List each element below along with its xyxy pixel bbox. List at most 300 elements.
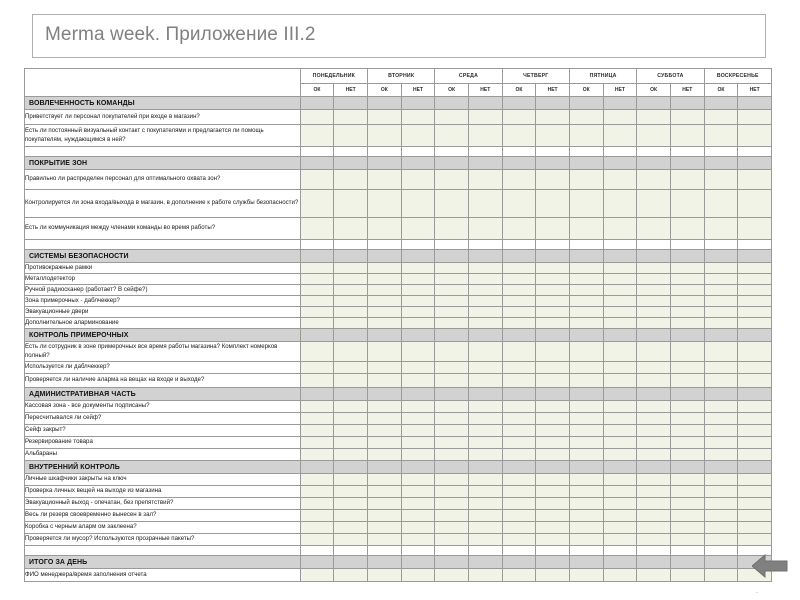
check-cell[interactable]: [704, 263, 738, 274]
check-cell[interactable]: [502, 534, 536, 546]
check-cell[interactable]: [334, 307, 368, 318]
check-cell[interactable]: [536, 342, 570, 362]
check-cell[interactable]: [569, 307, 603, 318]
check-cell[interactable]: [738, 274, 772, 285]
check-cell[interactable]: [670, 307, 704, 318]
check-cell[interactable]: [603, 110, 637, 125]
check-cell[interactable]: [738, 498, 772, 510]
check-cell[interactable]: [468, 474, 502, 486]
check-cell[interactable]: [300, 296, 334, 307]
check-cell[interactable]: [738, 362, 772, 374]
check-cell[interactable]: [334, 425, 368, 437]
check-cell[interactable]: [401, 170, 435, 190]
check-cell[interactable]: [637, 425, 671, 437]
check-cell[interactable]: [670, 510, 704, 522]
check-cell[interactable]: [435, 362, 469, 374]
check-cell[interactable]: [670, 534, 704, 546]
check-cell[interactable]: [300, 437, 334, 449]
check-cell[interactable]: [704, 486, 738, 498]
check-cell[interactable]: [603, 437, 637, 449]
check-cell[interactable]: [401, 534, 435, 546]
check-cell[interactable]: [569, 318, 603, 329]
check-cell[interactable]: [670, 170, 704, 190]
check-cell[interactable]: [435, 437, 469, 449]
check-cell[interactable]: [569, 534, 603, 546]
check-cell[interactable]: [637, 110, 671, 125]
check-cell[interactable]: [401, 110, 435, 125]
check-cell[interactable]: [367, 307, 401, 318]
check-cell[interactable]: [637, 307, 671, 318]
check-cell[interactable]: [334, 170, 368, 190]
check-cell[interactable]: [300, 125, 334, 147]
check-cell[interactable]: [435, 425, 469, 437]
check-cell[interactable]: [536, 522, 570, 534]
check-cell[interactable]: [569, 374, 603, 388]
check-cell[interactable]: [738, 285, 772, 296]
check-cell[interactable]: [536, 425, 570, 437]
check-cell[interactable]: [738, 374, 772, 388]
check-cell[interactable]: [603, 307, 637, 318]
check-cell[interactable]: [435, 374, 469, 388]
check-cell[interactable]: [401, 449, 435, 461]
check-cell[interactable]: [569, 437, 603, 449]
check-cell[interactable]: [603, 170, 637, 190]
check-cell[interactable]: [603, 534, 637, 546]
check-cell[interactable]: [401, 374, 435, 388]
check-cell[interactable]: [502, 307, 536, 318]
check-cell[interactable]: [670, 263, 704, 274]
check-cell[interactable]: [603, 401, 637, 413]
check-cell[interactable]: [569, 170, 603, 190]
check-cell[interactable]: [738, 413, 772, 425]
check-cell[interactable]: [300, 401, 334, 413]
check-cell[interactable]: [704, 307, 738, 318]
check-cell[interactable]: [367, 522, 401, 534]
check-cell[interactable]: [300, 449, 334, 461]
check-cell[interactable]: [300, 263, 334, 274]
check-cell[interactable]: [468, 413, 502, 425]
check-cell[interactable]: [603, 569, 637, 582]
check-cell[interactable]: [468, 498, 502, 510]
check-cell[interactable]: [603, 362, 637, 374]
check-cell[interactable]: [670, 413, 704, 425]
check-cell[interactable]: [502, 569, 536, 582]
check-cell[interactable]: [468, 362, 502, 374]
check-cell[interactable]: [603, 263, 637, 274]
check-cell[interactable]: [300, 413, 334, 425]
check-cell[interactable]: [738, 401, 772, 413]
check-cell[interactable]: [670, 285, 704, 296]
check-cell[interactable]: [569, 285, 603, 296]
check-cell[interactable]: [603, 318, 637, 329]
check-cell[interactable]: [637, 218, 671, 240]
check-cell[interactable]: [738, 170, 772, 190]
check-cell[interactable]: [435, 474, 469, 486]
check-cell[interactable]: [367, 449, 401, 461]
check-cell[interactable]: [738, 474, 772, 486]
check-cell[interactable]: [670, 401, 704, 413]
check-cell[interactable]: [704, 425, 738, 437]
check-cell[interactable]: [704, 342, 738, 362]
check-cell[interactable]: [603, 449, 637, 461]
check-cell[interactable]: [401, 437, 435, 449]
check-cell[interactable]: [637, 474, 671, 486]
check-cell[interactable]: [603, 274, 637, 285]
check-cell[interactable]: [637, 401, 671, 413]
check-cell[interactable]: [502, 170, 536, 190]
check-cell[interactable]: [401, 362, 435, 374]
check-cell[interactable]: [637, 296, 671, 307]
check-cell[interactable]: [367, 274, 401, 285]
check-cell[interactable]: [367, 110, 401, 125]
check-cell[interactable]: [300, 110, 334, 125]
check-cell[interactable]: [367, 218, 401, 240]
check-cell[interactable]: [401, 510, 435, 522]
check-cell[interactable]: [367, 569, 401, 582]
check-cell[interactable]: [367, 296, 401, 307]
check-cell[interactable]: [670, 342, 704, 362]
check-cell[interactable]: [502, 296, 536, 307]
check-cell[interactable]: [435, 569, 469, 582]
check-cell[interactable]: [367, 170, 401, 190]
check-cell[interactable]: [637, 342, 671, 362]
check-cell[interactable]: [569, 449, 603, 461]
check-cell[interactable]: [300, 425, 334, 437]
check-cell[interactable]: [637, 569, 671, 582]
check-cell[interactable]: [468, 110, 502, 125]
check-cell[interactable]: [569, 190, 603, 218]
check-cell[interactable]: [300, 510, 334, 522]
check-cell[interactable]: [569, 569, 603, 582]
check-cell[interactable]: [603, 342, 637, 362]
check-cell[interactable]: [704, 296, 738, 307]
check-cell[interactable]: [704, 413, 738, 425]
check-cell[interactable]: [468, 296, 502, 307]
check-cell[interactable]: [502, 318, 536, 329]
check-cell[interactable]: [738, 510, 772, 522]
check-cell[interactable]: [435, 318, 469, 329]
check-cell[interactable]: [468, 263, 502, 274]
check-cell[interactable]: [738, 437, 772, 449]
check-cell[interactable]: [603, 474, 637, 486]
check-cell[interactable]: [502, 449, 536, 461]
check-cell[interactable]: [637, 437, 671, 449]
check-cell[interactable]: [468, 437, 502, 449]
check-cell[interactable]: [704, 374, 738, 388]
check-cell[interactable]: [401, 318, 435, 329]
check-cell[interactable]: [536, 486, 570, 498]
check-cell[interactable]: [536, 170, 570, 190]
check-cell[interactable]: [502, 498, 536, 510]
check-cell[interactable]: [670, 449, 704, 461]
check-cell[interactable]: [401, 522, 435, 534]
check-cell[interactable]: [435, 170, 469, 190]
check-cell[interactable]: [738, 318, 772, 329]
check-cell[interactable]: [401, 425, 435, 437]
check-cell[interactable]: [300, 218, 334, 240]
check-cell[interactable]: [536, 318, 570, 329]
check-cell[interactable]: [502, 342, 536, 362]
check-cell[interactable]: [334, 498, 368, 510]
check-cell[interactable]: [670, 569, 704, 582]
check-cell[interactable]: [738, 296, 772, 307]
check-cell[interactable]: [435, 401, 469, 413]
check-cell[interactable]: [401, 342, 435, 362]
check-cell[interactable]: [367, 342, 401, 362]
check-cell[interactable]: [704, 170, 738, 190]
check-cell[interactable]: [569, 110, 603, 125]
check-cell[interactable]: [603, 413, 637, 425]
check-cell[interactable]: [300, 374, 334, 388]
check-cell[interactable]: [502, 374, 536, 388]
check-cell[interactable]: [334, 413, 368, 425]
check-cell[interactable]: [367, 425, 401, 437]
check-cell[interactable]: [603, 190, 637, 218]
check-cell[interactable]: [536, 510, 570, 522]
check-cell[interactable]: [468, 522, 502, 534]
check-cell[interactable]: [300, 362, 334, 374]
check-cell[interactable]: [435, 342, 469, 362]
check-cell[interactable]: [468, 307, 502, 318]
check-cell[interactable]: [334, 401, 368, 413]
check-cell[interactable]: [603, 498, 637, 510]
check-cell[interactable]: [536, 401, 570, 413]
check-cell[interactable]: [502, 474, 536, 486]
check-cell[interactable]: [637, 362, 671, 374]
check-cell[interactable]: [738, 425, 772, 437]
check-cell[interactable]: [334, 374, 368, 388]
check-cell[interactable]: [435, 486, 469, 498]
check-cell[interactable]: [603, 285, 637, 296]
check-cell[interactable]: [738, 110, 772, 125]
check-cell[interactable]: [401, 569, 435, 582]
check-cell[interactable]: [300, 307, 334, 318]
check-cell[interactable]: [334, 474, 368, 486]
check-cell[interactable]: [334, 522, 368, 534]
check-cell[interactable]: [401, 263, 435, 274]
check-cell[interactable]: [367, 486, 401, 498]
check-cell[interactable]: [367, 401, 401, 413]
check-cell[interactable]: [300, 285, 334, 296]
check-cell[interactable]: [536, 125, 570, 147]
check-cell[interactable]: [300, 342, 334, 362]
check-cell[interactable]: [334, 342, 368, 362]
check-cell[interactable]: [334, 569, 368, 582]
check-cell[interactable]: [637, 534, 671, 546]
check-cell[interactable]: [569, 522, 603, 534]
check-cell[interactable]: [536, 263, 570, 274]
check-cell[interactable]: [502, 218, 536, 240]
check-cell[interactable]: [468, 125, 502, 147]
check-cell[interactable]: [637, 498, 671, 510]
check-cell[interactable]: [468, 401, 502, 413]
check-cell[interactable]: [334, 218, 368, 240]
check-cell[interactable]: [435, 413, 469, 425]
check-cell[interactable]: [569, 474, 603, 486]
check-cell[interactable]: [569, 362, 603, 374]
check-cell[interactable]: [536, 449, 570, 461]
check-cell[interactable]: [536, 569, 570, 582]
check-cell[interactable]: [670, 522, 704, 534]
check-cell[interactable]: [468, 190, 502, 218]
check-cell[interactable]: [435, 522, 469, 534]
check-cell[interactable]: [367, 437, 401, 449]
check-cell[interactable]: [569, 342, 603, 362]
check-cell[interactable]: [300, 274, 334, 285]
check-cell[interactable]: [637, 285, 671, 296]
check-cell[interactable]: [435, 110, 469, 125]
check-cell[interactable]: [536, 285, 570, 296]
check-cell[interactable]: [367, 374, 401, 388]
check-cell[interactable]: [569, 263, 603, 274]
check-cell[interactable]: [502, 274, 536, 285]
check-cell[interactable]: [502, 510, 536, 522]
check-cell[interactable]: [401, 498, 435, 510]
check-cell[interactable]: [435, 190, 469, 218]
check-cell[interactable]: [502, 486, 536, 498]
check-cell[interactable]: [704, 285, 738, 296]
check-cell[interactable]: [637, 510, 671, 522]
check-cell[interactable]: [704, 362, 738, 374]
check-cell[interactable]: [670, 498, 704, 510]
check-cell[interactable]: [401, 413, 435, 425]
check-cell[interactable]: [367, 362, 401, 374]
check-cell[interactable]: [334, 318, 368, 329]
check-cell[interactable]: [536, 218, 570, 240]
check-cell[interactable]: [670, 110, 704, 125]
check-cell[interactable]: [300, 534, 334, 546]
check-cell[interactable]: [569, 296, 603, 307]
check-cell[interactable]: [704, 190, 738, 218]
check-cell[interactable]: [367, 318, 401, 329]
check-cell[interactable]: [334, 190, 368, 218]
check-cell[interactable]: [502, 401, 536, 413]
check-cell[interactable]: [637, 449, 671, 461]
check-cell[interactable]: [670, 190, 704, 218]
check-cell[interactable]: [704, 510, 738, 522]
check-cell[interactable]: [468, 374, 502, 388]
check-cell[interactable]: [435, 285, 469, 296]
check-cell[interactable]: [738, 263, 772, 274]
check-cell[interactable]: [367, 285, 401, 296]
check-cell[interactable]: [637, 125, 671, 147]
check-cell[interactable]: [603, 510, 637, 522]
check-cell[interactable]: [670, 218, 704, 240]
check-cell[interactable]: [401, 486, 435, 498]
check-cell[interactable]: [670, 437, 704, 449]
check-cell[interactable]: [670, 425, 704, 437]
check-cell[interactable]: [401, 190, 435, 218]
check-cell[interactable]: [536, 190, 570, 218]
back-arrow-button[interactable]: [752, 552, 788, 580]
check-cell[interactable]: [569, 274, 603, 285]
check-cell[interactable]: [536, 362, 570, 374]
check-cell[interactable]: [670, 274, 704, 285]
check-cell[interactable]: [704, 534, 738, 546]
check-cell[interactable]: [435, 510, 469, 522]
check-cell[interactable]: [536, 413, 570, 425]
check-cell[interactable]: [334, 125, 368, 147]
check-cell[interactable]: [334, 274, 368, 285]
check-cell[interactable]: [738, 190, 772, 218]
check-cell[interactable]: [468, 318, 502, 329]
check-cell[interactable]: [367, 474, 401, 486]
check-cell[interactable]: [334, 263, 368, 274]
check-cell[interactable]: [334, 296, 368, 307]
check-cell[interactable]: [670, 318, 704, 329]
check-cell[interactable]: [704, 522, 738, 534]
check-cell[interactable]: [502, 522, 536, 534]
check-cell[interactable]: [603, 522, 637, 534]
check-cell[interactable]: [468, 218, 502, 240]
check-cell[interactable]: [738, 522, 772, 534]
check-cell[interactable]: [401, 274, 435, 285]
check-cell[interactable]: [334, 362, 368, 374]
check-cell[interactable]: [704, 125, 738, 147]
check-cell[interactable]: [334, 449, 368, 461]
check-cell[interactable]: [468, 170, 502, 190]
check-cell[interactable]: [569, 125, 603, 147]
check-cell[interactable]: [468, 534, 502, 546]
check-cell[interactable]: [435, 296, 469, 307]
check-cell[interactable]: [637, 374, 671, 388]
check-cell[interactable]: [637, 190, 671, 218]
check-cell[interactable]: [603, 296, 637, 307]
check-cell[interactable]: [300, 522, 334, 534]
check-cell[interactable]: [502, 110, 536, 125]
check-cell[interactable]: [468, 274, 502, 285]
check-cell[interactable]: [300, 498, 334, 510]
check-cell[interactable]: [670, 296, 704, 307]
check-cell[interactable]: [468, 425, 502, 437]
check-cell[interactable]: [300, 318, 334, 329]
check-cell[interactable]: [704, 110, 738, 125]
check-cell[interactable]: [468, 510, 502, 522]
check-cell[interactable]: [670, 125, 704, 147]
check-cell[interactable]: [536, 307, 570, 318]
check-cell[interactable]: [435, 125, 469, 147]
check-cell[interactable]: [704, 218, 738, 240]
check-cell[interactable]: [603, 218, 637, 240]
check-cell[interactable]: [670, 362, 704, 374]
check-cell[interactable]: [637, 413, 671, 425]
check-cell[interactable]: [637, 263, 671, 274]
check-cell[interactable]: [738, 342, 772, 362]
check-cell[interactable]: [468, 342, 502, 362]
check-cell[interactable]: [435, 218, 469, 240]
check-cell[interactable]: [738, 218, 772, 240]
check-cell[interactable]: [367, 510, 401, 522]
check-cell[interactable]: [334, 110, 368, 125]
check-cell[interactable]: [468, 285, 502, 296]
check-cell[interactable]: [435, 449, 469, 461]
check-cell[interactable]: [401, 307, 435, 318]
check-cell[interactable]: [536, 437, 570, 449]
check-cell[interactable]: [401, 218, 435, 240]
check-cell[interactable]: [704, 449, 738, 461]
check-cell[interactable]: [637, 486, 671, 498]
check-cell[interactable]: [738, 486, 772, 498]
check-cell[interactable]: [536, 296, 570, 307]
check-cell[interactable]: [401, 296, 435, 307]
check-cell[interactable]: [401, 125, 435, 147]
check-cell[interactable]: [367, 263, 401, 274]
check-cell[interactable]: [536, 110, 570, 125]
check-cell[interactable]: [670, 474, 704, 486]
check-cell[interactable]: [367, 534, 401, 546]
check-cell[interactable]: [468, 569, 502, 582]
check-cell[interactable]: [704, 318, 738, 329]
